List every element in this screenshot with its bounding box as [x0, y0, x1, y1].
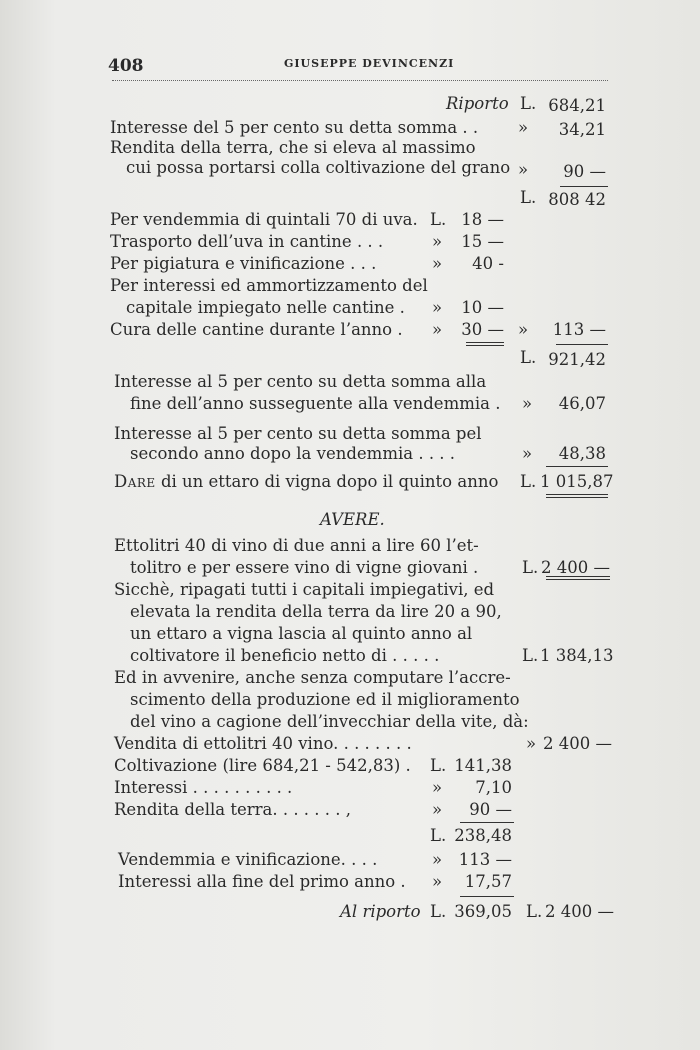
ditto-mark: »: [526, 734, 537, 753]
amount: 18 —: [461, 210, 504, 229]
text-line: Ed in avvenire, anche senza computare l’accre-: [114, 668, 511, 687]
text-line: coltivatore il beneficio netto di . . . . .: [130, 646, 440, 665]
section-heading: AVERE.: [320, 510, 385, 529]
text-line: un ettaro a vigna lascia al quinto anno al: [130, 624, 473, 643]
amount: 40 -: [472, 254, 504, 273]
sum-rule: [560, 186, 608, 187]
text-line: capitale impiegato nelle cantine .: [126, 298, 405, 317]
text-line: cui possa portarsi colla coltivazione del grano: [126, 158, 511, 177]
ditto-mark: »: [432, 232, 443, 251]
amount: 15 —: [461, 232, 504, 251]
ditto-mark: »: [432, 800, 443, 819]
ditto-mark: »: [432, 254, 443, 273]
text-line: secondo anno dopo la vendemmia . . . .: [130, 444, 456, 463]
text-line: Vendemmia e vinificazione. . . .: [118, 850, 378, 869]
currency-l: L.: [522, 646, 539, 665]
text-line: Vendita di ettolitri 40 vino. . . . . . . .: [114, 734, 412, 753]
text-line: Per pigiatura e vinificazione . . .: [110, 254, 377, 273]
sum-rule: [460, 896, 514, 897]
text-line: Interessi . . . . . . . . . .: [114, 778, 293, 797]
amount: 17,57: [464, 872, 512, 891]
amount: 90 —: [469, 800, 512, 819]
amount: 141,38: [454, 756, 512, 775]
ditto-mark: »: [432, 850, 443, 869]
subtotal: 238,48: [454, 826, 512, 845]
header-rule: [112, 80, 608, 81]
ditto-mark: »: [432, 298, 443, 317]
currency-l: L.: [430, 756, 447, 775]
currency-l: L.: [430, 210, 447, 229]
text-line: tolitro e per essere vino di vigne giovani .: [130, 558, 479, 577]
subtotal: 808 42: [548, 190, 606, 209]
text-line: Rendita della terra, che si eleva al massimo: [110, 138, 476, 157]
grand-total: 1 015,87: [540, 472, 614, 491]
amount: 684,21: [548, 96, 606, 115]
currency-l: L.: [520, 348, 537, 367]
dare-label: Dare: [114, 472, 156, 491]
text-line: Interesse al 5 per cento su detta somma alla: [114, 372, 487, 391]
ditto-mark: »: [432, 872, 443, 891]
amount: 90 —: [563, 162, 606, 181]
sum-rule: [460, 822, 514, 823]
riporto-label: Riporto: [446, 94, 509, 113]
text-line: Interesse al 5 per cento su detta somma pel: [114, 424, 482, 443]
text-line: del vino a cagione dell’invecchiar della vite, dà:: [130, 712, 529, 731]
amount: 34,21: [558, 120, 606, 139]
text-line: Ettolitri 40 di vino di due anni a lire 60 l’et-: [114, 536, 479, 555]
ditto-mark: »: [522, 394, 533, 413]
subtotal: 921,42: [548, 350, 606, 369]
dare-text: di un ettaro di vigna dopo il quinto anno: [160, 472, 499, 491]
double-rule: [546, 494, 608, 498]
carried-total: 2 400 —: [545, 902, 614, 921]
ditto-mark: »: [518, 320, 529, 339]
currency-l: L.: [430, 826, 447, 845]
text-line: fine dell’anno susseguente alla vendemmia .: [130, 394, 501, 413]
text-line: elevata la rendita della terra da lire 20 a 90,: [130, 602, 502, 621]
double-rule: [546, 576, 610, 580]
sum-rule: [546, 466, 608, 467]
text-line: Per vendemmia di quintali 70 di uva.: [110, 210, 418, 229]
currency-l: L.: [520, 472, 537, 491]
currency-l: L.: [430, 902, 447, 921]
dare-line: [114, 472, 498, 492]
currency-l: L.: [526, 902, 543, 921]
currency-l: L.: [520, 94, 537, 113]
text-line: Per interessi ed ammortizzamento del: [110, 276, 428, 295]
ditto-mark: »: [518, 118, 529, 137]
sum-rule: [556, 344, 608, 345]
text-line: Interessi alla fine del primo anno .: [118, 872, 406, 891]
page-number: 408: [108, 56, 144, 76]
text-line: Cura delle cantine durante l’anno .: [110, 320, 403, 339]
currency-l: L.: [520, 188, 537, 207]
currency-l: L.: [522, 558, 539, 577]
ditto-mark: »: [432, 778, 443, 797]
text-line: Rendita della terra. . . . . . . ,: [114, 800, 352, 819]
amount: 1 384,13: [540, 646, 614, 665]
ditto-mark: »: [432, 320, 443, 339]
amount: 113 —: [552, 320, 606, 339]
amount: 2 400 —: [543, 734, 612, 753]
amount: 48,38: [558, 444, 606, 463]
ditto-mark: »: [518, 160, 529, 179]
text-line: Interesse del 5 per cento su detta somma . .: [110, 118, 479, 137]
al-riporto-label: Al riporto: [340, 902, 421, 921]
amount: 113 —: [458, 850, 512, 869]
ditto-mark: »: [522, 444, 533, 463]
text-line: Trasporto dell’uva in cantine . . .: [110, 232, 384, 251]
text-line: scimento della produzione ed il miglioramento: [130, 690, 520, 709]
text-line: Sicchè, ripagati tutti i capitali impiegativi, ed: [114, 580, 495, 599]
double-rule: [466, 342, 504, 346]
running-title: GIUSEPPE DEVINCENZI: [284, 57, 455, 70]
carried-total: 369,05: [454, 902, 512, 921]
text-line: Coltivazione (lire 684,21 - 542,83) .: [114, 756, 411, 775]
amount: 46,07: [558, 394, 606, 413]
amount: 30 —: [461, 320, 504, 339]
amount: 2 400 —: [541, 558, 610, 577]
amount: 7,10: [475, 778, 512, 797]
amount: 10 —: [461, 298, 504, 317]
